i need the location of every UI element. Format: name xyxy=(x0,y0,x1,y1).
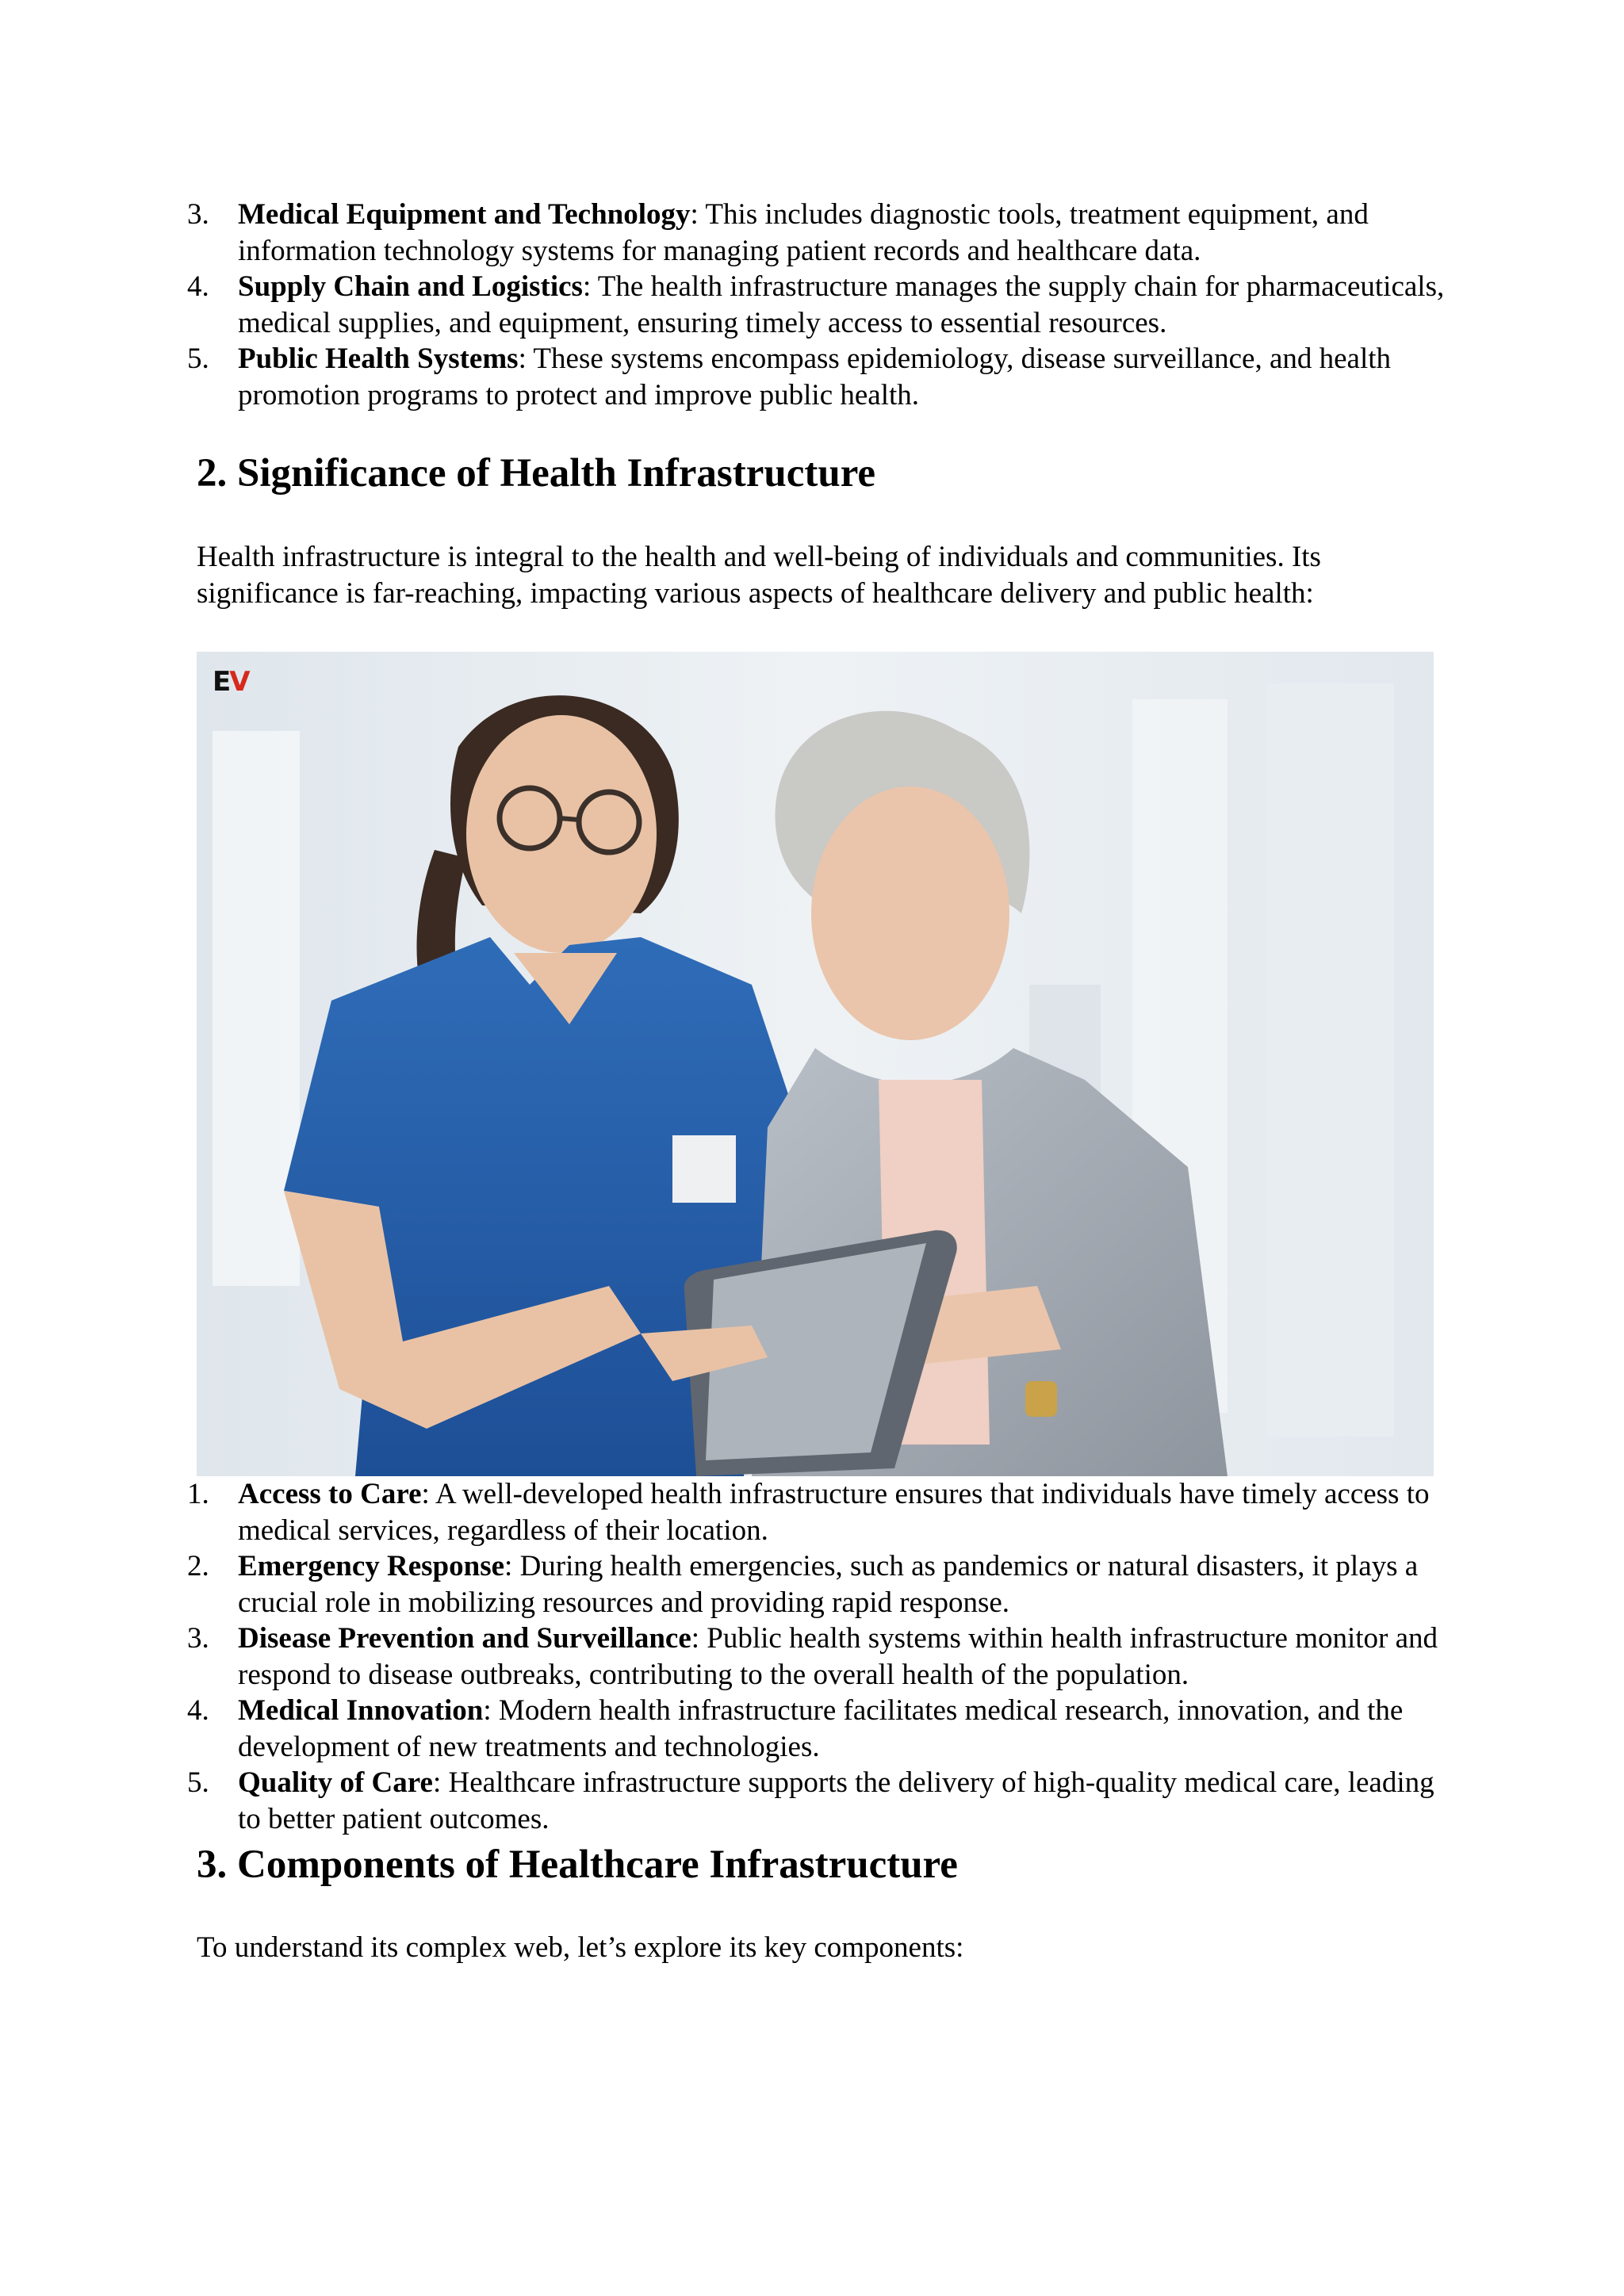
list-item xyxy=(0,341,1459,413)
list-item xyxy=(0,1765,1459,1837)
list-item-title: Disease Prevention and Surveillance xyxy=(238,1622,691,1655)
logo-letter: V xyxy=(229,666,249,698)
list-item xyxy=(0,1476,1459,1548)
list-item xyxy=(0,269,1459,341)
numbered-list-bottom xyxy=(0,1476,1459,1837)
nurse-patient-illustration xyxy=(197,652,1434,1476)
section-paragraph: Health infrastructure is integral to the health and well-being of individuals and communities. Its significance is far-reaching, impacting various aspects of healthcare delivery and public health: xyxy=(197,541,1321,610)
list-number: 5. xyxy=(187,342,209,375)
list-number: 4. xyxy=(187,270,209,303)
list-number: 3. xyxy=(187,198,209,231)
list-number: 2. xyxy=(187,1550,209,1582)
healthcare-photo xyxy=(197,652,1434,1476)
list-item-text: : Healthcare infrastructure supports the delivery of high-quality medical care, leading to better patient outcomes. xyxy=(238,1766,1434,1835)
list-item xyxy=(0,197,1459,269)
list-item-title: Public Health Systems xyxy=(238,342,519,375)
list-number: 1. xyxy=(187,1478,209,1510)
list-item-text: : This includes diagnostic tools, treatment equipment, and information technology systems for managing patient records and healthcare data. xyxy=(238,198,1369,267)
section-heading: 2. Significance of Health Infrastructure xyxy=(197,451,876,496)
list-number: 3. xyxy=(187,1622,209,1655)
list-item xyxy=(0,1693,1459,1765)
list-item-title: Access to Care xyxy=(238,1478,422,1510)
list-item-title: Medical Equipment and Technology xyxy=(238,198,691,231)
list-item-title: Supply Chain and Logistics xyxy=(238,270,583,303)
list-number: 4. xyxy=(187,1694,209,1727)
list-item-text: : These systems encompass epidemiology, disease surveillance, and health promotion programs to protect and improve public health. xyxy=(238,342,1392,411)
logo-letter: E xyxy=(213,666,230,698)
brand-logo xyxy=(213,666,249,698)
section-heading: 3. Components of Healthcare Infrastructure xyxy=(197,1843,958,1887)
section-paragraph: To understand its complex web, let’s explore its key components: xyxy=(197,1931,964,1964)
list-item-text: : A well-developed health infrastructure ensures that individuals have timely access to medical services, regardless of their location. xyxy=(238,1478,1430,1547)
numbered-list-top xyxy=(0,197,1459,413)
list-item-text: : Modern health infrastructure facilitates medical research, innovation, and the development of new treatments and technologies. xyxy=(238,1694,1404,1763)
list-number: 5. xyxy=(187,1766,209,1799)
list-item-title: Emergency Response xyxy=(238,1550,505,1582)
list-item-title: Medical Innovation xyxy=(238,1694,484,1727)
list-item-text: : During health emergencies, such as pandemics or natural disasters, it plays a crucial role in mobilizing resources and providing rapid response. xyxy=(238,1550,1419,1619)
list-item xyxy=(0,1548,1459,1621)
list-item-text: : Public health systems within health infrastructure monitor and respond to disease outbreaks, contributing to the overall health of the population. xyxy=(238,1622,1438,1691)
list-item xyxy=(0,1621,1459,1693)
list-item-text: : The health infrastructure manages the supply chain for pharmaceuticals, medical supplies, and equipment, ensuring timely access to essential resources. xyxy=(238,270,1445,339)
list-item-title: Quality of Care xyxy=(238,1766,433,1799)
